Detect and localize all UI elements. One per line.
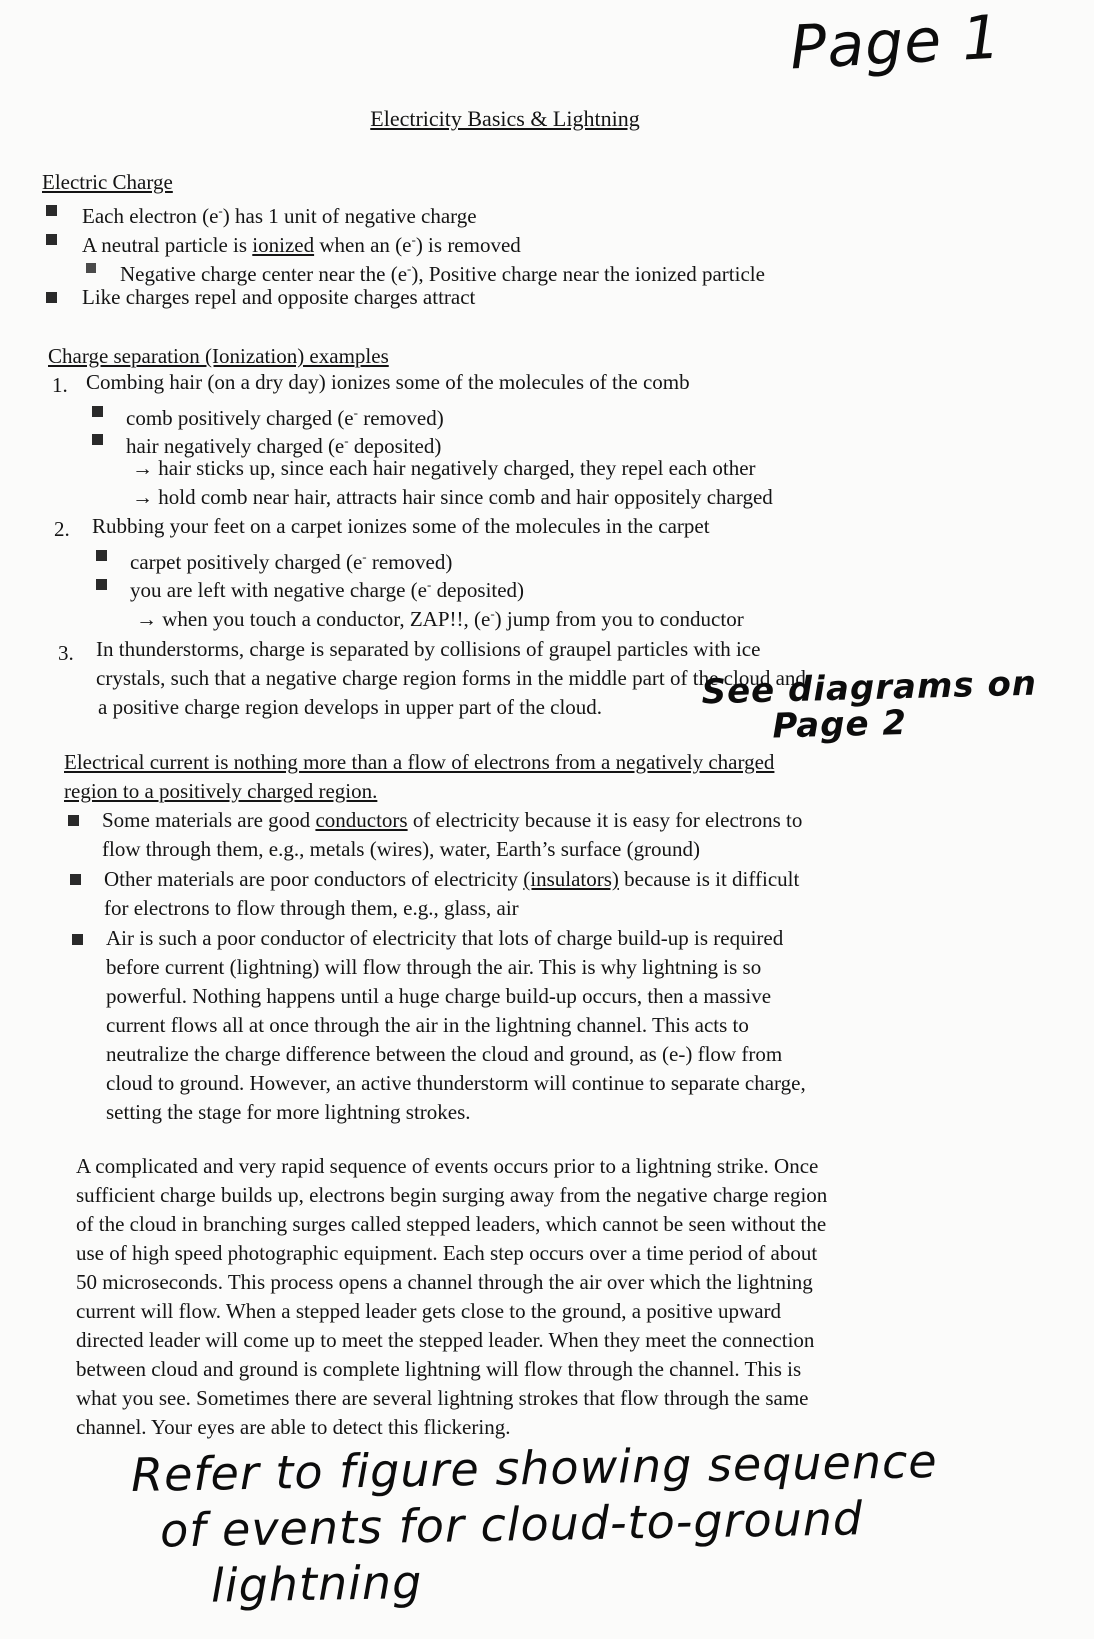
separation-item-1a: comb positively charged (e- removed): [126, 405, 444, 430]
current-bullet-2-line2: for electrons to flow through them, e.g., glass, air: [104, 896, 519, 920]
bullet-icon: [92, 434, 103, 445]
bullet-icon: [92, 406, 103, 417]
list-number: 1.: [52, 373, 68, 397]
paragraph-line: sufficient charge builds up, electrons begin surging away from the negative charge region: [76, 1183, 828, 1207]
bullet-icon: [46, 292, 57, 303]
bullet-icon: [96, 579, 107, 590]
separation-item-3-line2: crystals, such that a negative charge region forms in the middle part of the cloud and: [96, 666, 806, 690]
electric-charge-heading: Electric Charge: [42, 170, 173, 194]
bullet-icon: [70, 874, 81, 885]
current-heading-line1: Electrical current is nothing more than a flow of electrons from a negatively charged: [64, 750, 775, 774]
bullet-icon: [96, 550, 107, 561]
separation-item-1d: → hold comb near hair, attracts hair since comb and hair oppositely charged: [132, 485, 773, 509]
paragraph-line: current will flow. When a stepped leader gets close to the ground, a positive upward: [76, 1299, 782, 1323]
charge-sub-bullet: Negative charge center near the (e-), Positive charge near the ionized particle: [120, 261, 765, 286]
bullet-icon: [72, 934, 83, 945]
paragraph-line: A complicated and very rapid sequence of events occurs prior to a lightning strike. Once: [76, 1154, 819, 1178]
separation-item-2c: → when you touch a conductor, ZAP!!, (e-) jump from you to conductor: [136, 606, 744, 631]
sequence-paragraph: [76, 1152, 1036, 1442]
separation-item-2a: carpet positively charged (e- removed): [130, 549, 453, 574]
list-number: 3.: [58, 641, 74, 665]
current-heading-line2: region to a positively charged region.: [64, 779, 378, 803]
paragraph-line: channel. Your eyes are able to detect this flickering.: [76, 1415, 511, 1439]
paragraph-line: powerful. Nothing happens until a huge charge build-up occurs, then a massive: [106, 984, 772, 1008]
bullet-icon: [68, 815, 79, 826]
paragraph-line: cloud to ground. However, an active thunderstorm will continue to separate charge,: [106, 1071, 806, 1095]
separation-item-1: Combing hair (on a dry day) ionizes some of the molecules of the comb: [86, 370, 690, 394]
separation-item-3-line1: In thunderstorms, charge is separated by collisions of graupel particles with ice: [96, 637, 761, 661]
handwritten-refer-note: Refer to figure showing sequence of events for cloud-to-ground lightning: [130, 1433, 939, 1613]
separation-item-1b: hair negatively charged (e- deposited): [126, 433, 442, 458]
bullet-icon: [46, 234, 57, 245]
charge-bullet-1: Each electron (e-) has 1 unit of negative charge: [82, 203, 477, 228]
paragraph-line: between cloud and ground is complete lightning will flow through the channel. This is: [76, 1357, 802, 1381]
separation-item-3-line3: a positive charge region develops in upper part of the cloud.: [98, 695, 603, 719]
paragraph-line: use of high speed photographic equipment. Each step occurs over a time period of about: [76, 1241, 818, 1265]
bullet-icon: [46, 205, 57, 216]
paragraph-line: directed leader will come up to meet the stepped leader. When they meet the connection: [76, 1328, 815, 1352]
paragraph-line: current flows all at once through the air in the lightning channel. This acts to: [106, 1013, 749, 1037]
paragraph-line: what you see. Sometimes there are several lightning strokes that flow through the same: [76, 1386, 809, 1410]
separation-item-2b: you are left with negative charge (e- deposited): [130, 577, 525, 602]
charge-bullet-2: A neutral particle is ionized when an (e-) is removed: [82, 232, 521, 257]
current-bullet-1-line2: flow through them, e.g., metals (wires), water, Earth’s surface (ground): [102, 837, 701, 861]
paragraph-line: setting the stage for more lightning strokes.: [106, 1100, 471, 1124]
current-bullet-2-line1: Other materials are poor conductors of electricity (insulators) because is it difficult: [104, 867, 800, 891]
current-bullet-3: [106, 924, 1006, 1127]
handwritten-page-number: Page 1: [788, 2, 1003, 84]
paragraph-line: of the cloud in branching surges called stepped leaders, which cannot be seen without the: [76, 1212, 827, 1236]
charge-bullet-3: Like charges repel and opposite charges attract: [82, 285, 476, 309]
paragraph-line: Air is such a poor conductor of electricity that lots of charge build-up is required: [106, 926, 784, 950]
current-bullet-1-line1: Some materials are good conductors of electricity because it is easy for electrons to: [102, 808, 803, 832]
separation-item-1c: → hair sticks up, since each hair negatively charged, they repel each other: [132, 456, 756, 480]
handwritten-see-diagrams: See diagrams on Page 2: [701, 663, 1038, 747]
paragraph-line: neutralize the charge difference between the cloud and ground, as (e-) flow from: [106, 1042, 783, 1066]
document-title: Electricity Basics & Lightning: [370, 106, 640, 131]
separation-item-2: Rubbing your feet on a carpet ionizes some of the molecules in the carpet: [92, 514, 710, 538]
separation-heading: Charge separation (Ionization) examples: [48, 344, 389, 368]
list-number: 2.: [54, 517, 70, 541]
paragraph-line: before current (lightning) will flow through the air. This is why lightning is so: [106, 955, 762, 979]
paragraph-line: 50 microseconds. This process opens a channel through the air over which the lightning: [76, 1270, 813, 1294]
bullet-icon: [86, 263, 96, 273]
